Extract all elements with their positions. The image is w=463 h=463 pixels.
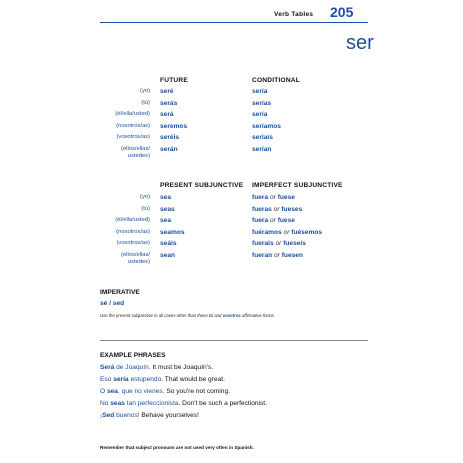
imperfect-subjunctive-form: fueran or fuesen (252, 251, 303, 259)
present-subjunctive-form: seamos (160, 228, 185, 236)
section-divider (100, 340, 368, 341)
imperative-note: Use the present subjunctive in all cases other than these tú and vosotros affirmative forms. (100, 313, 275, 318)
pronoun: (él/ella/usted) (115, 111, 150, 118)
conditional-heading: CONDITIONAL (252, 77, 300, 84)
pronoun: (yo) (140, 194, 150, 200)
present-subjunctive-heading: PRESENT SUBJUNCTIVE (160, 182, 244, 189)
pronoun: (yo) (140, 88, 150, 94)
header-rule (100, 8, 368, 23)
pronoun: (ellos/ellas/ ustedes) (121, 251, 150, 266)
footer-note: Remember that subject pronouns are not used very often in Spanish. (100, 445, 254, 450)
pronoun: (tú) (141, 205, 150, 212)
future-form: seréis (160, 134, 180, 142)
imperfect-subjunctive-heading: IMPERFECT SUBJUNCTIVE (252, 182, 343, 189)
pronoun: (nosotros/as) (116, 122, 150, 129)
pronoun-column-1 (100, 86, 150, 162)
conditional-form: serían (252, 145, 272, 153)
imperfect-subjunctive-form: fuera or fuese (252, 217, 295, 225)
conditional-form: sería (252, 111, 268, 119)
pronoun: (vosotros/as) (116, 134, 150, 141)
imperfect-subjunctive-forms (252, 192, 322, 262)
future-heading: FUTURE (160, 77, 188, 84)
present-subjunctive-form: sea (160, 217, 172, 225)
future-form: serás (160, 99, 178, 107)
imperative-forms: sé / sed (100, 300, 125, 307)
future-form: seremos (160, 122, 188, 130)
present-subjunctive-form: sean (160, 251, 176, 259)
future-form: será (160, 111, 174, 119)
example-phrase: No seas tan perfeccionista. Don't be such a perfectionist. (100, 400, 267, 407)
page-number: 205 (330, 4, 354, 20)
future-form: serán (160, 145, 178, 153)
conditional-form: seríamos (252, 122, 281, 130)
future-form: seré (160, 88, 174, 95)
present-subjunctive-form: seas (160, 205, 175, 213)
imperfect-subjunctive-form: fuera or fuese (252, 194, 295, 201)
imperfect-subjunctive-form: fueras or fueses (252, 205, 303, 213)
conditional-form: serías (252, 99, 272, 107)
example-phrase: ¡Sed buenos! Behave yourselves! (100, 412, 199, 419)
pronoun-column-2 (100, 192, 150, 268)
future-forms (160, 86, 187, 156)
imperfect-subjunctive-form: fuéramos or fuésemos (252, 228, 323, 236)
pronoun: (él/ella/usted) (115, 217, 150, 224)
pronoun: (vosotros/as) (116, 240, 150, 247)
example-phrase: Eso sería estupendo. That would be great. (100, 376, 225, 383)
pronoun: (tú) (141, 99, 150, 106)
imperfect-subjunctive-form: fuerais or fueseis (252, 240, 306, 248)
present-subjunctive-forms (160, 192, 185, 262)
imperative-heading: IMPERATIVE (100, 289, 140, 296)
example-phrase: Será de Joaquín. It must be Joaquín's. (100, 364, 214, 371)
conditional-forms (252, 86, 281, 156)
conditional-form: sería (252, 88, 268, 95)
pronoun: (nosotros/as) (116, 228, 150, 235)
example-phrase: O sea, que no vienes. So you're not coming. (100, 388, 230, 395)
present-subjunctive-form: sea (160, 194, 172, 201)
conditional-form: seríais (252, 134, 273, 142)
verb-title: ser (346, 32, 374, 54)
example-phrases-heading: EXAMPLE PHRASES (100, 352, 166, 359)
pronoun: (ellos/ellas/ ustedes) (121, 145, 150, 160)
running-head: Verb Tables (274, 11, 314, 18)
present-subjunctive-form: seáis (160, 240, 177, 248)
